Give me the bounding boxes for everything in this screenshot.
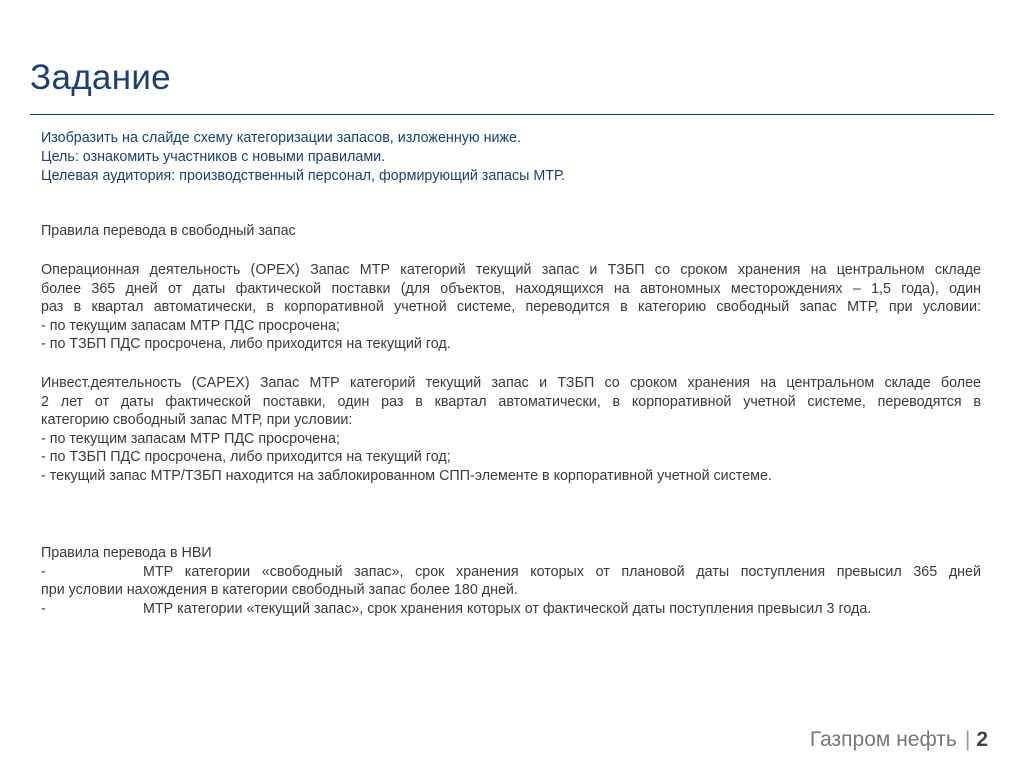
capex-line: категорию свободный запас МТР, при условии:: [41, 412, 353, 428]
capex-condition: - по текущим запасам МТР ПДС просрочена;: [41, 430, 340, 447]
nvi-item-dash: -: [41, 563, 46, 580]
nvi-item-text: МТР категории «текущий запас», срок хранения которых от фактической даты поступления превысил 3 года.: [143, 600, 872, 617]
capex-line: 2 лет от даты фактической поставки, один раз в квартал автоматически, в корпоративной учетной системе, переводятся в: [41, 393, 981, 410]
opex-condition: - по текущим запасам МТР ПДС просрочена;: [41, 317, 340, 334]
title-divider: [30, 114, 994, 115]
nvi-item: [41, 600, 981, 619]
free-stock-heading: Правила перевода в свободный запас: [41, 223, 296, 239]
nvi-item-dash: -: [41, 600, 46, 617]
capex-condition: - по ТЗБП ПДС просрочена, либо приходится на текущий год;: [41, 449, 451, 465]
nvi-item-continuation: при условии нахождения в категории свободный запас более 180 дней.: [41, 582, 518, 598]
footer-separator: |: [964, 728, 971, 751]
capex-condition: - текущий запас МТР/ТЗБП находится на заблокированном СПП-элементе в корпоративной учетной системе.: [41, 467, 772, 484]
slide-title: Задание: [30, 58, 171, 97]
opex-line: более 365 дней от даты фактической поставки (для объектов, находящихся на автономных месторождениях – 1,5 года), один: [41, 280, 981, 297]
nvi-item-text: МТР категории «свободный запас», срок хранения которых от плановой даты поступления превысил 365 дней: [143, 563, 981, 580]
nvi-item: [41, 563, 981, 582]
opex-line: раз в квартал автоматически, в корпоративной учетной системе, переводится в категорию свободный запас МТР, при условии:: [41, 299, 981, 315]
free-stock-heading-block: [41, 222, 981, 241]
intro-line: Изобразить на слайде схему категоризации запасов, изложенную ниже.: [41, 130, 521, 146]
capex-rules: [41, 374, 981, 485]
page-number: 2: [976, 728, 988, 751]
intro-line: Цель: ознакомить участников с новыми правилами.: [41, 149, 386, 165]
footer-brand: Газпром нефть: [809, 728, 957, 751]
nvi-heading: Правила перевода в НВИ: [41, 545, 212, 561]
footer: [810, 728, 988, 752]
task-intro: [41, 129, 981, 186]
intro-line: Целевая аудитория: производственный персонал, формирующий запасы МТР.: [41, 168, 565, 184]
nvi-rules: [41, 544, 981, 618]
opex-line: Операционная деятельность (OPEX) Запас МТР категорий текущий запас и ТЗБП со сроком хранения на центральном складе: [41, 262, 981, 278]
opex-rules: [41, 261, 981, 354]
opex-condition: - по ТЗБП ПДС просрочена, либо приходится на текущий год.: [41, 336, 451, 352]
capex-line: Инвест.деятельность (CAPEX) Запас МТР категорий текущий запас и ТЗБП со сроком хранения на центральном складе более: [41, 375, 981, 391]
